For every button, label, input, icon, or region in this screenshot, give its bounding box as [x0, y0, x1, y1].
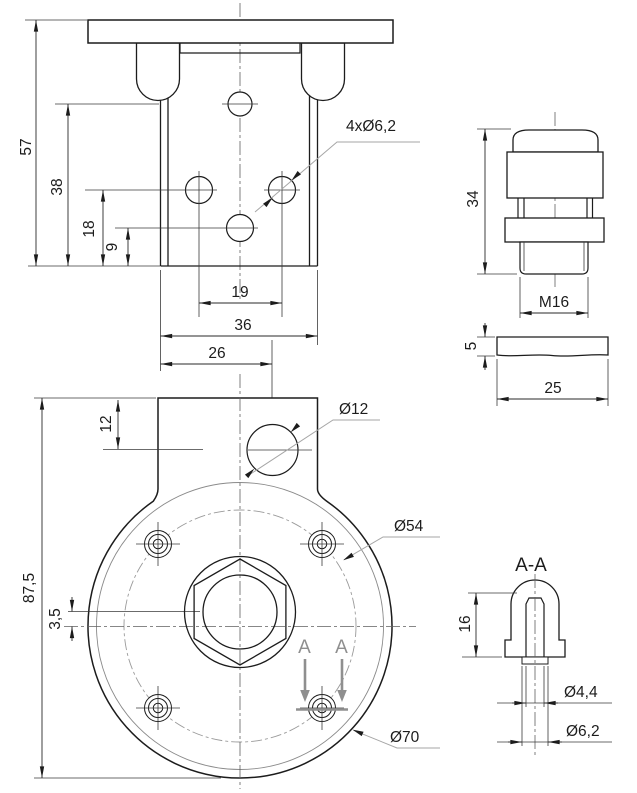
dimension-57	[18, 20, 87, 266]
section-letter: A	[298, 637, 311, 658]
dia-label: Ø4,4	[564, 684, 598, 701]
dim-label: 25	[544, 380, 562, 397]
section-letter: A	[335, 637, 348, 658]
gland-view	[463, 112, 608, 406]
dimension-16	[457, 593, 517, 657]
dim-label: 19	[231, 284, 249, 301]
dim-label: 26	[208, 345, 226, 362]
dia-label: Ø54	[394, 518, 424, 535]
dim-label: 34	[465, 190, 482, 208]
leader-dia-70	[352, 727, 440, 748]
dim-label: 16	[457, 615, 474, 633]
dia-label: Ø12	[339, 401, 369, 418]
section-title: A-A	[515, 555, 547, 576]
dimension-dia-4-4	[497, 666, 612, 707]
dim-label: 38	[49, 178, 66, 196]
dim-label: 3,5	[47, 608, 64, 630]
dim-label: 36	[234, 317, 252, 334]
dimension-3-5	[47, 597, 72, 641]
gland-locknut	[505, 218, 604, 242]
gland-cap	[513, 130, 598, 152]
dimension-dia-6-2	[497, 666, 612, 746]
dimension-9	[104, 228, 128, 266]
holes-callout: 4xØ6,2	[346, 118, 396, 135]
dim-label: 12	[98, 415, 115, 433]
dim-label: 5	[463, 341, 480, 351]
dim-label: 18	[81, 220, 98, 238]
dimension-34	[465, 129, 517, 274]
flange-plate-edge	[88, 20, 393, 43]
boss-dome-right	[302, 43, 345, 101]
gland-washer	[497, 337, 608, 356]
boss-dome-left	[137, 43, 180, 100]
section-view	[457, 555, 612, 757]
dim-label: 9	[104, 242, 121, 252]
hole-center-marks	[85, 104, 300, 317]
dimension-25	[497, 359, 608, 406]
dia-label: Ø6,2	[566, 723, 600, 740]
plate-holes	[186, 92, 296, 242]
dimension-38	[49, 104, 159, 266]
plan-view	[21, 374, 440, 789]
dimension-5	[463, 323, 495, 370]
dimension-18	[81, 190, 103, 266]
thread-label: M16	[538, 294, 570, 311]
dim-label: 57	[18, 138, 35, 156]
gland-body	[507, 152, 603, 198]
dimension-m16	[520, 277, 588, 318]
gland-thread-stem	[520, 242, 588, 274]
dim-label: 87,5	[21, 572, 38, 604]
dimension-19	[199, 284, 282, 303]
dia-label: Ø70	[390, 729, 420, 746]
